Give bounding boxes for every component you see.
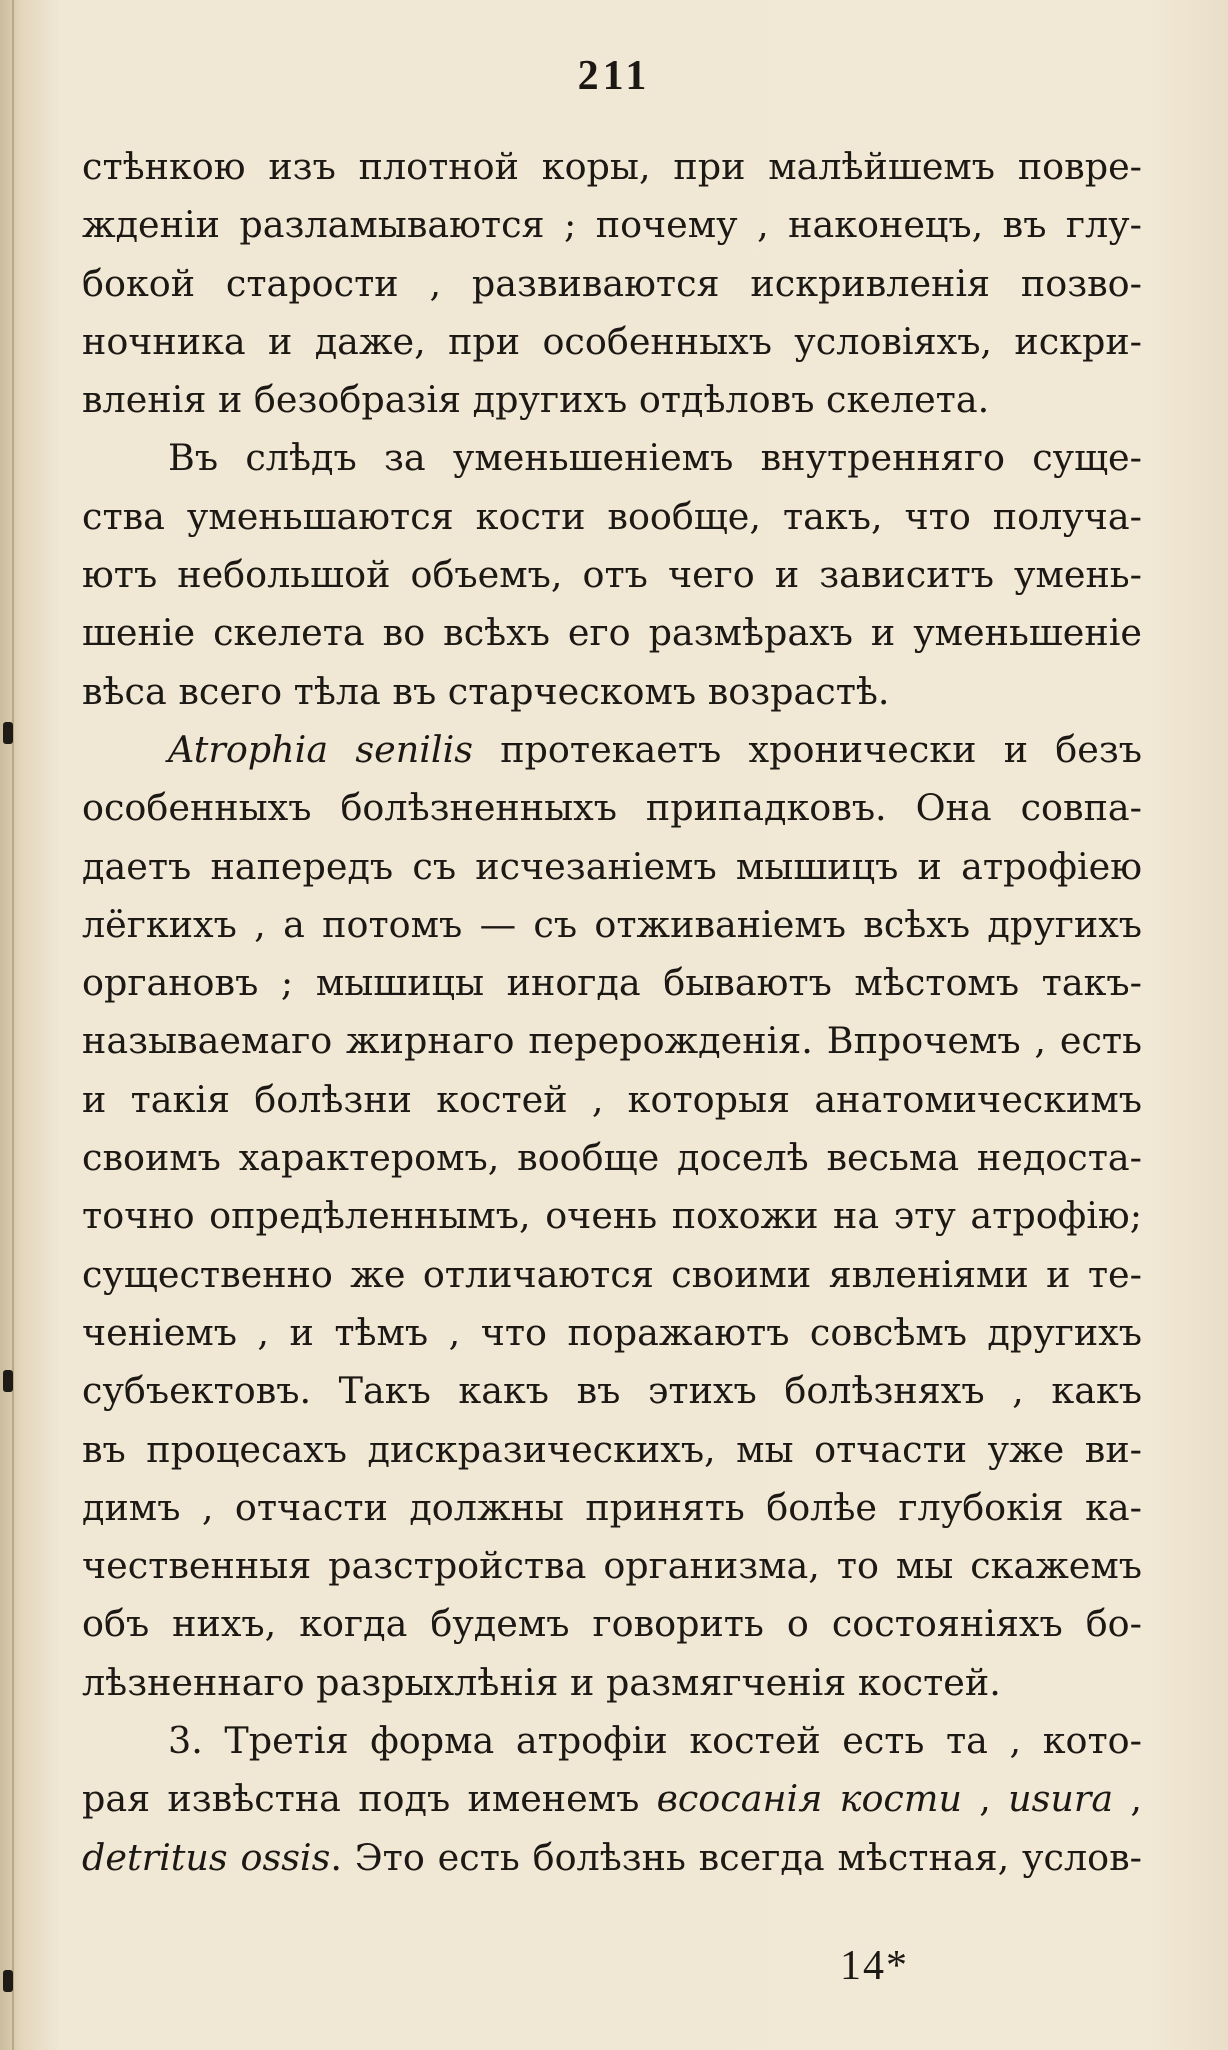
text-line: димъ , отчасти должны принять болѣе глубокія ка- xyxy=(82,1485,1142,1529)
text-line: стѣнкою изъ плотной коры, при малѣйшемъ повре- xyxy=(82,145,1142,188)
binding-stitch xyxy=(3,1970,13,1992)
text-line: 3. Третія форма атрофіи костей есть та , кото- xyxy=(168,1719,1142,1763)
text-line: ютъ небольшой объемъ, отъ чего и зависитъ умень- xyxy=(82,553,1142,597)
text-line: объ нихъ, когда будемъ говорить о состояніяхъ бо- xyxy=(82,1602,1142,1646)
text-line: вѣса всего тѣла въ старческомъ возрастѣ. xyxy=(82,669,890,713)
text-run: . Это есть болѣзнь всегда мѣстная, услов- xyxy=(330,1835,1142,1879)
text-run: , xyxy=(1113,1777,1142,1821)
text-run: , xyxy=(961,1777,1009,1821)
text-line xyxy=(82,721,1142,779)
text-line: лѣзненнаго разрыхлѣнія и размягченія костей. xyxy=(82,1660,1001,1704)
text-line: особенныхъ болѣзненныхъ припадковъ. Она совпа- xyxy=(82,786,1142,830)
text-line: даетъ напередъ съ исчезаніемъ мышицъ и атрофіею xyxy=(82,844,1142,888)
body-text xyxy=(82,138,1142,1887)
text-line: называемаго жирнаго перерожденія. Впрочемъ , есть xyxy=(82,1019,1142,1063)
text-line: и такія болѣзни костей , которыя анатомическимъ xyxy=(82,1077,1142,1121)
signature-mark: 14* xyxy=(840,1943,909,1989)
text-line: вленія и безобразія другихъ отдѣловъ скелета. xyxy=(82,378,990,422)
text-line: лёгкихъ , а потомъ — съ отживаніемъ всѣхъ другихъ xyxy=(82,902,1142,946)
text-line: шеніе скелета во всѣхъ его размѣрахъ и уменьшеніе xyxy=(82,611,1142,655)
text-line xyxy=(82,1829,1142,1887)
latin-term: usura xyxy=(1008,1777,1114,1821)
term-italic: всосанія кости xyxy=(656,1777,962,1821)
page-number: 211 xyxy=(577,53,651,99)
text-line: точно опредѣленнымъ, очень похожи на эту атрофію; xyxy=(82,1194,1142,1238)
text-line: чественныя разстройства организма, то мы скажемъ xyxy=(82,1544,1142,1588)
binding-stitch xyxy=(3,722,13,744)
text-line: ночника и даже, при особенныхъ условіяхъ, искри- xyxy=(82,319,1142,363)
latin-term: detritus ossis xyxy=(82,1835,331,1879)
text-line: существенно же отличаются своими явленіями и те- xyxy=(82,1252,1142,1296)
text-line: бокой старости , развиваются искривленія позво- xyxy=(82,261,1142,305)
text-line: субъектовъ. Такъ какъ въ этихъ болѣзняхъ , какъ xyxy=(82,1369,1142,1413)
text-line: жденіи разламываются ; почему , наконецъ, въ глу- xyxy=(82,203,1142,247)
text-line: органовъ ; мышицы иногда бываютъ мѣстомъ такъ- xyxy=(82,961,1142,1005)
binding-fold xyxy=(12,0,14,2050)
text-line: Въ слѣдъ за уменьшеніемъ внутренняго суще- xyxy=(168,436,1142,480)
text-run: протекаетъ хронически и безъ xyxy=(472,727,1142,771)
text-run: рая извѣстна подъ именемъ xyxy=(82,1777,657,1821)
text-line: ства уменьшаются кости вообще, такъ, что получа- xyxy=(82,494,1142,538)
text-line: въ процесахъ дискразическихъ, мы отчасти уже ви- xyxy=(82,1427,1142,1471)
text-line: своимъ характеромъ, вообще доселѣ весьма недоста- xyxy=(82,1136,1142,1180)
text-line xyxy=(82,1770,1142,1828)
binding-stitch xyxy=(3,1370,13,1392)
latin-term: Atrophia senilis xyxy=(168,727,473,771)
text-line: ченіемъ , и тѣмъ , что поражаютъ совсѣмъ другихъ xyxy=(82,1310,1142,1354)
